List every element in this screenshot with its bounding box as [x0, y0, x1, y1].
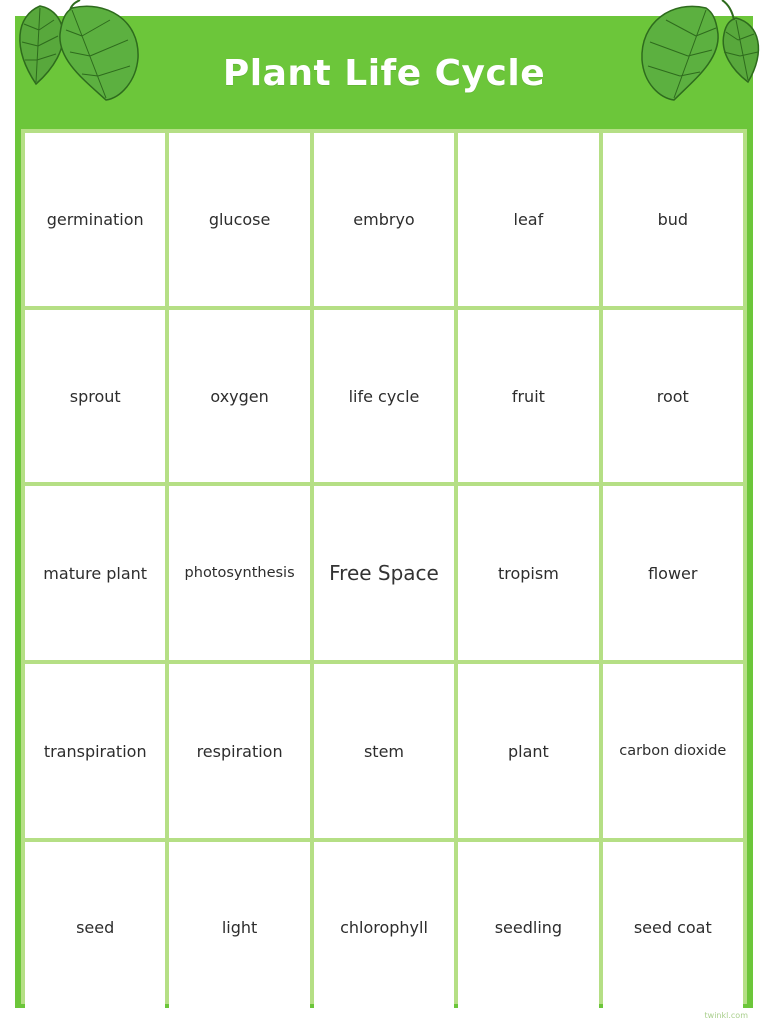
grid-cell — [603, 310, 743, 482]
grid-cell — [169, 842, 309, 1012]
grid-cell — [314, 133, 454, 306]
cell-word: carbon dioxide — [619, 743, 727, 759]
cell-word: seed — [76, 917, 115, 937]
cell-word: light — [221, 917, 258, 937]
grid-cell — [25, 310, 165, 482]
grid-cell — [25, 664, 165, 838]
cell-word: fruit — [511, 386, 545, 406]
grid-cell — [25, 842, 165, 1012]
cell-word: germination — [46, 210, 144, 229]
grid-cell — [458, 842, 598, 1012]
bingo-grid — [21, 129, 747, 1004]
cell-word: stem — [363, 741, 405, 761]
grid-cell — [603, 486, 743, 660]
free-space-cell — [314, 486, 454, 660]
card-frame — [15, 16, 753, 1008]
cell-word: chlorophyll — [340, 917, 428, 937]
grid-cell — [169, 664, 309, 838]
grid-cell — [458, 664, 598, 838]
cell-word: Free Space — [329, 561, 439, 585]
cell-word: life cycle — [348, 386, 420, 406]
cell-word: seed coat — [633, 917, 712, 937]
grid-cell — [169, 310, 309, 482]
grid-cell — [314, 842, 454, 1012]
cell-word: leaf — [513, 210, 544, 229]
grid-cell — [25, 486, 165, 660]
cell-word: tropism — [497, 563, 559, 583]
cell-word: plant — [507, 741, 549, 761]
grid-cell — [169, 133, 309, 306]
cell-word: oxygen — [210, 386, 269, 406]
grid-cell — [603, 133, 743, 306]
cell-word: photosynthesis — [184, 565, 295, 581]
cell-word: seedling — [494, 917, 563, 937]
cell-word: bud — [657, 210, 689, 229]
cell-word: respiration — [196, 741, 283, 761]
leaf-icon — [10, 0, 146, 104]
leaf-icon — [636, 0, 768, 104]
cell-word: transpiration — [43, 741, 147, 761]
grid-cell — [314, 310, 454, 482]
cell-word: embryo — [353, 210, 415, 229]
watermark: twinkl.com — [704, 1011, 748, 1020]
cell-word: mature plant — [43, 563, 148, 583]
cell-word: sprout — [69, 386, 121, 406]
grid-cell — [314, 664, 454, 838]
page-title: Plant Life Cycle — [222, 53, 546, 94]
cell-word: flower — [648, 563, 698, 583]
cell-word: glucose — [208, 210, 271, 229]
grid-cell — [603, 664, 743, 838]
grid-cell — [458, 486, 598, 660]
grid-cell — [458, 133, 598, 306]
grid-cell — [603, 842, 743, 1012]
grid-cell — [458, 310, 598, 482]
grid-cell — [25, 133, 165, 306]
cell-word: root — [656, 386, 689, 406]
grid-cell — [169, 486, 309, 660]
